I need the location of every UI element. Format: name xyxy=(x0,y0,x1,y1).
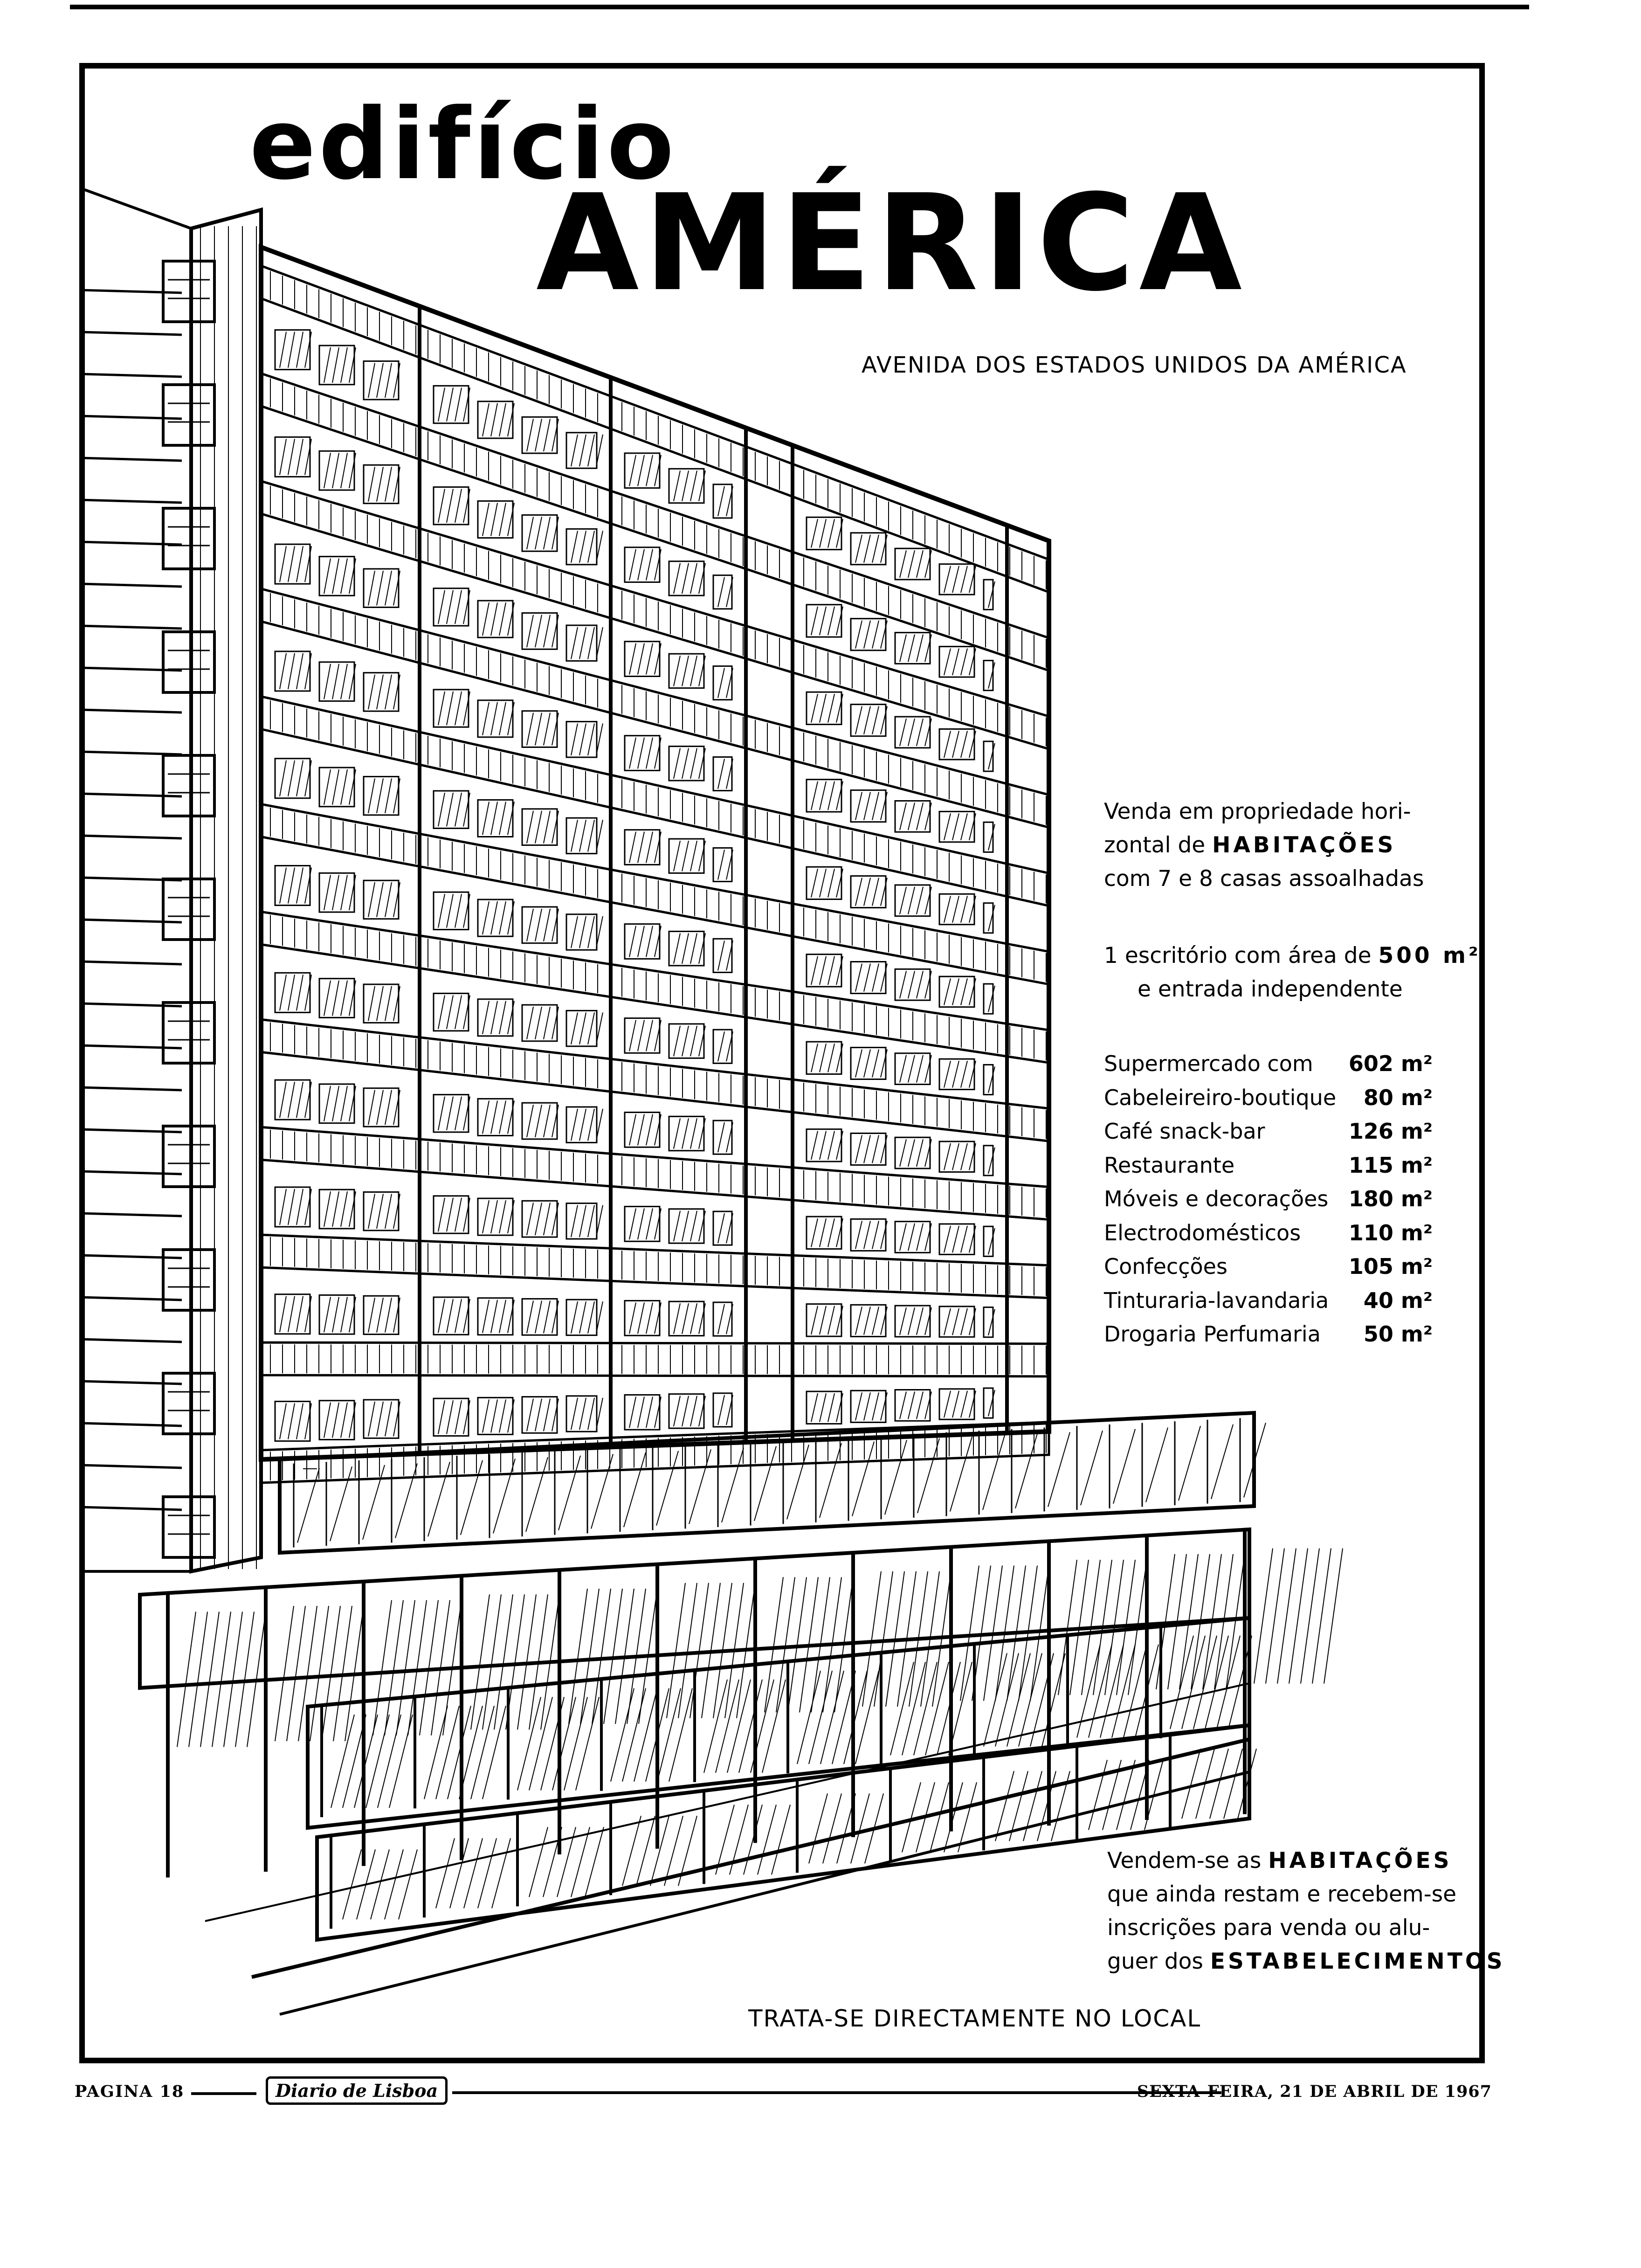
footer-rule xyxy=(452,2091,1221,2094)
listing-row: Móveis e decorações 180 m² xyxy=(1104,1186,1433,1211)
title-america: AMÉRICA xyxy=(536,166,1247,321)
shop-listing xyxy=(1104,1047,1433,1351)
remaining-line-4: guer dos ESTABELECIMENTOS xyxy=(1107,1949,1505,1974)
listing-row: Electrodomésticos 110 m² xyxy=(1104,1220,1433,1245)
remaining-units-notice xyxy=(1107,1844,1505,1978)
address: AVENIDA DOS ESTADOS UNIDOS DA AMÉRICA xyxy=(862,352,1407,378)
remaining-line-2: que ainda restam e recebem-se xyxy=(1107,1881,1457,1907)
issue-date: SEXTA-FEIRA, 21 DE ABRIL DE 1967 xyxy=(1137,2082,1492,2101)
listing-row: Café snack-bar 126 m² xyxy=(1104,1119,1433,1144)
remaining-line-1: Vendem-se as HABITAÇÕES xyxy=(1107,1848,1452,1874)
top-rule xyxy=(70,5,1529,9)
office-line-2: e entrada independente xyxy=(1138,976,1403,1002)
listing-row: Confecções 105 m² xyxy=(1104,1254,1433,1279)
listing-row: Tinturaria-lavandaria 40 m² xyxy=(1104,1287,1433,1313)
sale-line-2: zontal de HABITAÇÕES xyxy=(1104,832,1396,858)
page-number: PAGINA 18 xyxy=(75,2082,185,2101)
office-description xyxy=(1104,939,1481,1006)
sale-line-1: Venda em propriedade hori- xyxy=(1104,799,1411,824)
sale-description xyxy=(1104,795,1424,896)
footer-rule xyxy=(191,2092,256,2095)
newspaper-masthead: Diario de Lisboa xyxy=(266,2076,448,2105)
page-footer xyxy=(75,2073,1496,2110)
contact-line: TRATA-SE DIRECTAMENTE NO LOCAL xyxy=(748,2005,1201,2032)
listing-row: Cabeleireiro-boutique 80 m² xyxy=(1104,1085,1433,1110)
sale-line-3: com 7 e 8 casas assoalhadas xyxy=(1104,866,1424,892)
listing-row: Restaurante 115 m² xyxy=(1104,1152,1433,1178)
listing-row: Drogaria Perfumaria 50 m² xyxy=(1104,1321,1433,1347)
remaining-line-3: inscrições para venda ou alu- xyxy=(1107,1915,1430,1941)
listing-row: Supermercado com 602 m² xyxy=(1104,1051,1433,1076)
office-line-1: 1 escritório com área de 500 m² xyxy=(1104,943,1481,968)
title-edificio: edifício xyxy=(249,87,677,201)
